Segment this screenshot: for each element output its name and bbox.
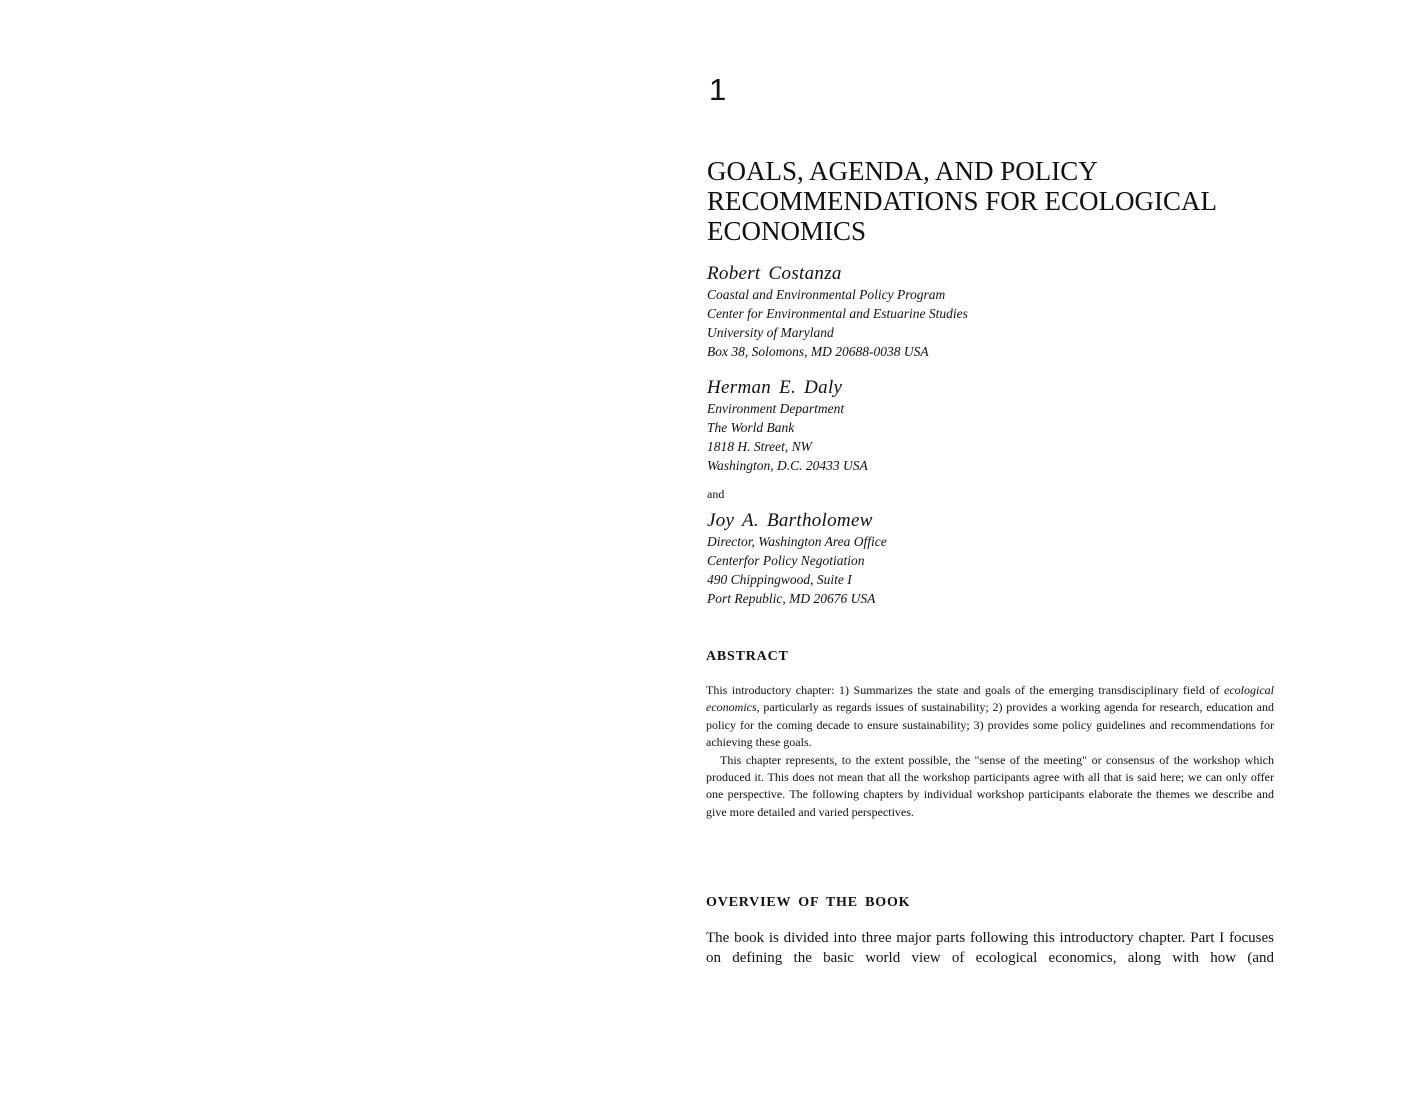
affiliation-line: Environment Department xyxy=(707,401,845,416)
affiliation-line: Director, Washington Area Office xyxy=(707,534,887,549)
author-name: Herman E. Daly xyxy=(707,377,843,398)
author-conjunction: and xyxy=(707,487,725,501)
affiliation-line: Centerfor Policy Negotiation xyxy=(707,553,865,568)
affiliation-line: Box 38, Solomons, MD 20688-0038 USA xyxy=(707,344,929,359)
chapter-number: 1 xyxy=(709,72,727,107)
overview-paragraph: The book is divided into three major parts following this introductory chapter. Part I focuses on defining the basic world view of ecological economics, along with how (and xyxy=(706,930,1274,966)
abstract-body xyxy=(706,682,1274,821)
abstract-paragraph xyxy=(706,682,1274,752)
abstract-paragraph: This chapter represents, to the extent possible, the "sense of the meeting" or consensus of the workshop which produced it. This does not mean that all the workshop participants agree with all that is said here; we can only offer one perspective. The following chapters by individual workshop participants elaborate the themes we describe and give more detailed and varied perspectives. xyxy=(706,752,1274,819)
abstract-text: , particularly as regards issues of sustainability; 2) provides a working agenda for research, education and policy for the coming decade to ensure sustainability; 3) provides some policy guidelines and recommendations for achieving these goals. xyxy=(706,700,1274,750)
abstract-emphasis: ecological economics xyxy=(706,683,1274,715)
affiliation-line: University of Maryland xyxy=(707,325,834,340)
overview-heading: OVERVIEW OF THE BOOK xyxy=(706,895,911,910)
affiliation-line: Center for Environmental and Estuarine Studies xyxy=(707,306,968,321)
author-block xyxy=(707,510,887,608)
affiliation-line: Coastal and Environmental Policy Program xyxy=(707,287,946,302)
affiliation-line: Washington, D.C. 20433 USA xyxy=(707,458,868,473)
chapter-title-line: ECONOMICS xyxy=(707,216,867,246)
author-name: Joy A. Bartholomew xyxy=(707,510,873,531)
affiliation-line: Port Republic, MD 20676 USA xyxy=(707,591,876,606)
author-block xyxy=(707,263,968,361)
affiliation-line: 490 Chippingwood, Suite I xyxy=(707,572,852,587)
overview-body xyxy=(706,929,1274,968)
chapter-title-line: GOALS, AGENDA, AND POLICY xyxy=(707,156,1098,186)
author-name: Robert Costanza xyxy=(707,263,842,284)
abstract-text: This introductory chapter: 1) Summarizes the state and goals of the emerging transdisciplinary field of xyxy=(706,683,1225,697)
chapter-title xyxy=(707,156,1276,246)
chapter-title-line: RECOMMENDATIONS FOR ECOLOGICAL xyxy=(707,186,1218,216)
document-page xyxy=(706,0,1276,1100)
author-block xyxy=(707,377,868,475)
abstract-heading: ABSTRACT xyxy=(706,649,789,664)
affiliation-line: 1818 H. Street, NW xyxy=(707,439,812,454)
affiliation-line: The World Bank xyxy=(707,420,795,435)
